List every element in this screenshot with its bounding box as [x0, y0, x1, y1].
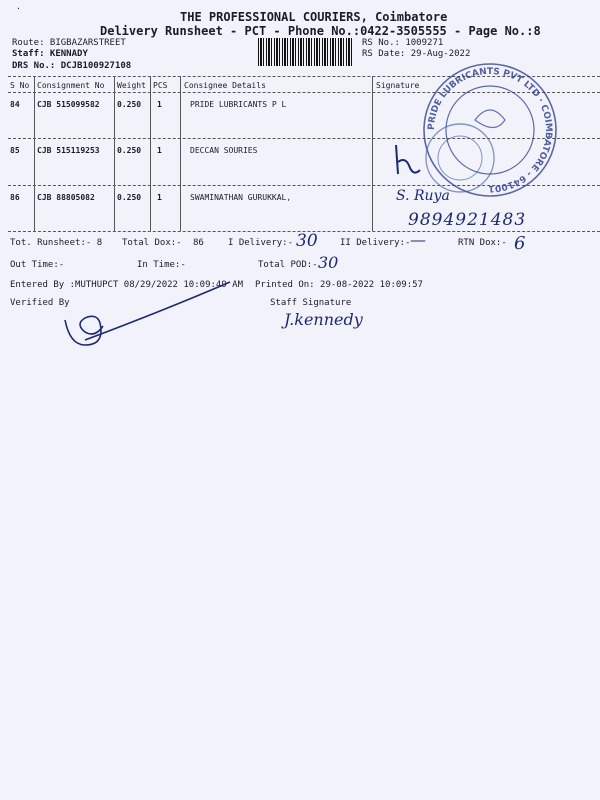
cell-pcs: 1	[157, 146, 162, 155]
cell-consignee: SWAMINATHAN GURUKKAL,	[190, 193, 292, 202]
runsheet-subtitle: Delivery Runsheet - PCT - Phone No.:0422-3505555 - Page No.:8	[100, 24, 541, 38]
rs-number: RS No.: 1009271	[362, 38, 444, 48]
staff-signature-handwritten: J.kennedy	[284, 310, 363, 329]
stamp-text: PRIDE LUBRICANTS PVT LTD · COIMBATORE - 641001	[426, 66, 554, 194]
col-header-weight: Weight	[117, 81, 146, 90]
barcode	[258, 38, 354, 66]
in-time: In Time:-	[137, 260, 186, 270]
total-dox-label: Total Dox:-	[122, 238, 182, 248]
staff-signature-label: Staff Signature	[270, 298, 352, 308]
phone-handwritten: 9894921483	[408, 210, 527, 230]
cell-sno: 84	[10, 100, 20, 109]
ii-delivery-handwritten: —	[410, 230, 426, 249]
cell-weight: 0.250	[117, 193, 142, 202]
cell-weight: 0.250	[117, 146, 142, 155]
signature-row-85	[388, 140, 438, 180]
total-runsheet: Tot. Runsheet:- 8	[10, 238, 103, 248]
cell-consignment: CJB 515119253	[37, 146, 100, 155]
verified-by-label: Verified By	[10, 298, 70, 308]
total-pod-label: Total POD:-	[258, 260, 318, 270]
printed-on: Printed On: 29-08-2022 10:09:57	[255, 280, 423, 290]
cell-consignee: DECCAN SOURIES	[190, 146, 258, 155]
col-header-signature: Signature	[376, 81, 420, 90]
col-header-consignee: Consignee Details	[184, 81, 266, 90]
cell-consignment: CJB 88805082	[37, 193, 95, 202]
cell-pcs: 1	[157, 100, 162, 109]
cell-weight: 0.250	[117, 100, 142, 109]
ii-delivery-label: II Delivery:-	[340, 238, 411, 248]
cell-pcs: 1	[157, 193, 162, 202]
cell-consignment: CJB 515099582	[37, 100, 100, 109]
col-header-pcs: PCS	[153, 81, 168, 90]
cell-sno: 86	[10, 193, 20, 202]
total-dox-value: 86	[193, 238, 204, 248]
rs-date: RS Date: 29-Aug-2022	[362, 49, 471, 59]
total-pod-handwritten: 30	[318, 253, 339, 272]
entered-by: Entered By :MUTHUPCT 08/29/2022 10:09:49 AM	[10, 280, 243, 290]
cell-sno: 85	[10, 146, 20, 155]
i-delivery-handwritten: 30	[296, 231, 318, 251]
page-mark: ·	[16, 4, 21, 13]
col-header-consignment: Consignment No	[37, 81, 105, 90]
recipient-name-handwritten: S. Ruya	[396, 188, 450, 204]
verified-by-signature	[55, 280, 255, 355]
rtn-dox-label: RTN Dox:-	[458, 238, 507, 248]
drs-number: DRS No.: DCJB100927108	[12, 61, 132, 71]
out-time: Out Time:-	[10, 260, 65, 270]
col-header-sno: S No	[10, 81, 30, 90]
i-delivery-label: I Delivery:-	[228, 238, 294, 248]
route-label: Route: BIGBAZARSTREET	[12, 38, 126, 48]
staff-label: Staff: KENNADY	[12, 49, 88, 59]
company-title: THE PROFESSIONAL COURIERS, Coimbatore	[180, 10, 448, 24]
rtn-dox-handwritten: 6	[514, 233, 526, 254]
cell-consignee: PRIDE LUBRICANTS P L	[190, 100, 287, 109]
